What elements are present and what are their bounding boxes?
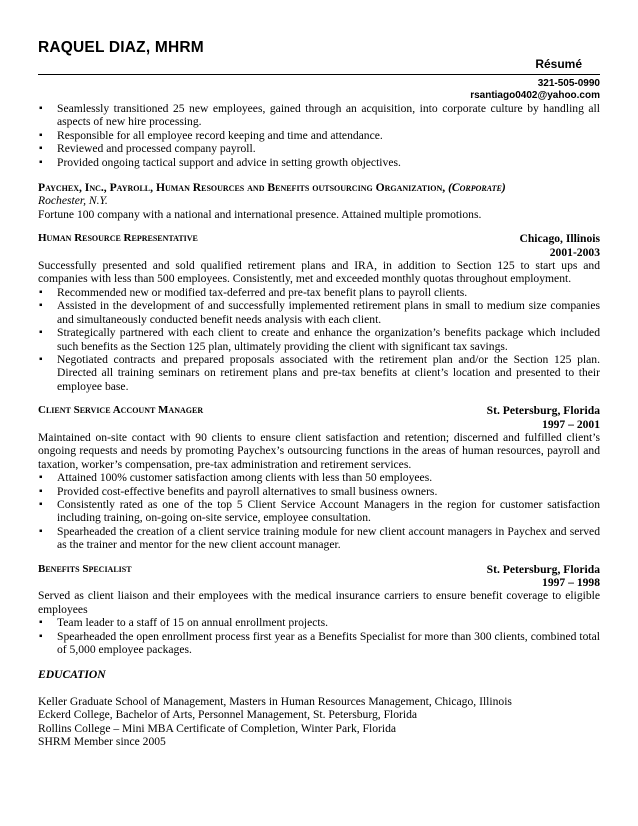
- list-item: ▪ Team leader to a staff of 15 on annual enrollment projects.: [38, 616, 600, 629]
- document-label: Résumé: [535, 57, 582, 71]
- company-location: Rochester, N.Y.: [38, 194, 108, 208]
- job-years: 1997 – 1998: [542, 576, 600, 589]
- education-entry: Eckerd College, Bachelor of Arts, Personnel Management, St. Petersburg, Florida: [38, 708, 418, 722]
- job-location: St. Petersburg, Florida: [486, 562, 600, 576]
- job-location: St. Petersburg, Florida: [486, 404, 600, 418]
- company-heading: [38, 181, 600, 194]
- company-summary: Fortune 100 company with a national and international presence. Attained multiple promotions.: [38, 207, 482, 221]
- list-item: ▪ Provided cost-effective benefits and payroll alternatives to small business owners.: [38, 485, 600, 498]
- job-title: Human Resource Representative: [38, 232, 198, 245]
- education-list: [38, 695, 600, 749]
- job-title: Client Service Account Manager: [38, 404, 204, 417]
- job-summary: Successfully presented and sold qualified retirement plans and IRA, in addition to Section 125 to start ups and companies with less than 500 employees. Consistently, met and exceeded monthly quotas throughout employment.: [38, 259, 600, 286]
- list-item: ▪ Spearheaded the creation of a client service training module for new client account managers in Paychex and served as the trainer and mentor for the new client account manager.: [38, 525, 600, 552]
- company-name: Paychex, Inc., Payroll, Human Resources and Benefits outsourcing Organization,: [38, 181, 446, 195]
- top-bullet-list: [38, 102, 600, 169]
- contact-email[interactable]: rsantiago0402@yahoo.com: [470, 90, 600, 101]
- list-item: ▪ Strategically partnered with each client to create and enhance the organization’s benefits package which included such benefits as the Section 125 plan, ultimately providing the client with significant tax savings.: [38, 326, 600, 353]
- list-item: ▪ Seamlessly transitioned 25 new employees, gained through an acquisition, into corporate culture by handling all aspects of new hire processing.: [38, 102, 600, 129]
- header-divider: [38, 74, 600, 75]
- company-tag: (Corporate): [448, 181, 506, 195]
- job-header: [38, 232, 600, 245]
- education-entry: Keller Graduate School of Management, Masters in Human Resources Management, Chicago, Illinois: [38, 694, 512, 708]
- education-entry: SHRM Member since 2005: [38, 735, 166, 749]
- list-item: ▪ Provided ongoing tactical support and advice in setting growth objectives.: [38, 156, 600, 169]
- list-item: ▪ Recommended new or modified tax-deferred and pre-tax benefit plans to payroll clients.: [38, 286, 600, 299]
- job-bullet-list: [38, 471, 600, 551]
- candidate-name: RAQUEL DIAZ, MHRM: [38, 39, 204, 56]
- education-entry: Rollins College – Mini MBA Certificate of Completion, Winter Park, Florida: [38, 721, 397, 735]
- education-heading: EDUCATION: [38, 668, 106, 682]
- list-item: ▪ Reviewed and processed company payroll.: [38, 142, 600, 155]
- list-item: ▪ Attained 100% customer satisfaction among clients with less than 50 employees.: [38, 471, 600, 484]
- job-bullet-list: [38, 616, 600, 656]
- job-header: [38, 404, 600, 417]
- contact-phone: 321-505-0990: [537, 78, 600, 89]
- job-title: Benefits Specialist: [38, 562, 132, 575]
- job-years: 1997 – 2001: [542, 417, 600, 431]
- list-item: ▪ Spearheaded the open enrollment process first year as a Benefits Specialist for more than 300 clients, combined total of 5,000 employee packages.: [38, 630, 600, 657]
- job-summary: Maintained on-site contact with 90 clients to ensure client satisfaction and retention; discerned and fulfilled client’s ongoing requests and needs by promoting Paychex’s outsourcing functions in the areas of human resources, payroll and taxation, worker’s compensation, pre-tax administration and retirement services.: [38, 430, 600, 471]
- job-header: [38, 563, 600, 576]
- job-years: 2001-2003: [549, 245, 600, 259]
- resume-body: [38, 102, 600, 748]
- list-item: ▪ Negotiated contracts and prepared proposals associated with the retirement plan and/or the Section 125 plan. Directed all training seminars on retirement plans and pre-tax benefits at client’s location and presented to their employee base.: [38, 353, 600, 393]
- list-item: ▪ Consistently rated as one of the top 5 Client Service Account Managers in the region for customer satisfaction including training, on-going on-site service, employee consultation.: [38, 498, 600, 525]
- job-location: Chicago, Illinois: [519, 232, 600, 246]
- list-item: ▪ Assisted in the development of and successfully implemented retirement plans in small to medium size companies and simultaneously conducted benefit needs analysis with each client.: [38, 299, 600, 326]
- list-item: ▪ Responsible for all employee record keeping and time and attendance.: [38, 129, 600, 142]
- job-summary: Served as client liaison and their employees with the medical insurance carriers to ensure benefit coverage to eligible employees: [38, 589, 600, 616]
- job-bullet-list: [38, 286, 600, 393]
